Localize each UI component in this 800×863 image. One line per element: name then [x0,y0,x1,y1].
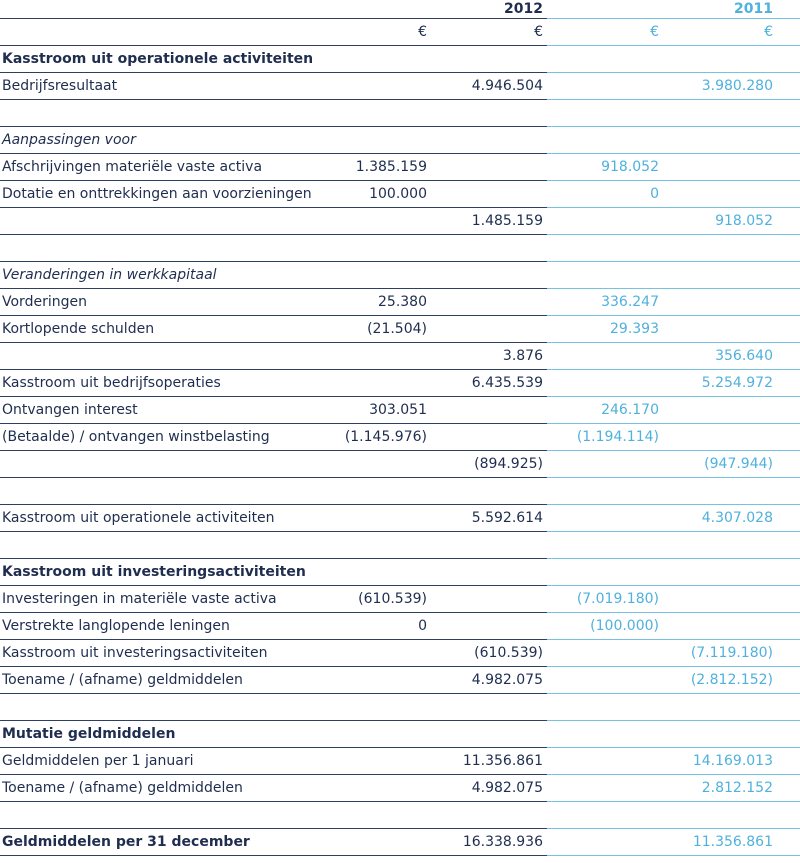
value-2012-detail: (1.145.976) [315,424,431,451]
value-2011-total [663,721,800,748]
table-row [0,181,800,208]
row-label [0,478,315,505]
table-row [0,451,800,478]
value-2012-total [431,559,547,586]
value-2011-total: 14.169.013 [663,748,800,775]
value-2011-detail [547,235,663,262]
value-2012-detail [315,370,431,397]
value-2012-detail: 1.385.159 [315,154,431,181]
value-2011-total [663,586,800,613]
value-2012-total [431,289,547,316]
value-2011-detail [547,802,663,829]
value-2011-total [663,802,800,829]
value-2011-detail [547,775,663,802]
year-previous: 2011 [663,0,800,19]
value-2012-detail [315,559,431,586]
table-row [0,343,800,370]
table-row [0,802,800,829]
value-2011-detail [547,127,663,154]
value-2011-detail [547,46,663,73]
value-2012-total: 16.338.936 [431,829,547,856]
value-2012-detail [315,775,431,802]
table-row [0,613,800,640]
value-2011-detail [547,343,663,370]
value-2011-detail: (100.000) [547,613,663,640]
value-2012-total: 4.982.075 [431,775,547,802]
value-2011-detail [547,262,663,289]
table-row [0,46,800,73]
table-row [0,640,800,667]
value-2012-detail [315,505,431,532]
row-label: Kasstroom uit bedrijfsoperaties [0,370,315,397]
value-2011-total [663,262,800,289]
value-2011-total [663,127,800,154]
currency-symbol: € [315,19,431,46]
row-label: Bedrijfsresultaat [0,73,315,100]
value-2011-detail: 29.393 [547,316,663,343]
value-2011-total: 2.812.152 [663,775,800,802]
value-2012-detail: 0 [315,613,431,640]
value-2011-total [663,289,800,316]
value-2012-detail: 25.380 [315,289,431,316]
row-label: Geldmiddelen per 31 december [0,829,315,856]
value-2011-total [663,46,800,73]
value-2011-total [663,424,800,451]
row-label: Geldmiddelen per 1 januari [0,748,315,775]
row-label: Verstrekte langlopende leningen [0,613,315,640]
value-2012-detail: 303.051 [315,397,431,424]
row-label: Investeringen in materiële vaste activa [0,586,315,613]
value-2012-total: 11.356.861 [431,748,547,775]
table-row [0,73,800,100]
value-2012-detail [315,748,431,775]
value-2011-total: 5.254.972 [663,370,800,397]
value-2011-total: 3.980.280 [663,73,800,100]
value-2012-detail [315,532,431,559]
row-label [0,100,315,127]
value-2011-total [663,397,800,424]
table-row [0,775,800,802]
value-2012-total [431,802,547,829]
value-2012-total [431,478,547,505]
value-2012-detail [315,802,431,829]
value-2012-detail [315,73,431,100]
table-row [0,397,800,424]
value-2012-total [431,532,547,559]
value-2012-total [431,613,547,640]
value-2012-detail [315,343,431,370]
table-row [0,586,800,613]
value-2012-total [431,46,547,73]
row-label: Mutatie geldmiddelen [0,721,315,748]
value-2011-detail [547,559,663,586]
table-row [0,505,800,532]
value-2012-total [431,397,547,424]
table-row [0,829,800,856]
value-2011-detail [547,667,663,694]
value-2012-detail [315,100,431,127]
row-label: Afschrijvingen materiële vaste activa [0,154,315,181]
value-2011-total [663,532,800,559]
value-2012-detail: 100.000 [315,181,431,208]
row-label: Kasstroom uit operationele activiteiten [0,505,315,532]
value-2012-total: 4.946.504 [431,73,547,100]
row-label: Veranderingen in werkkapitaal [0,262,315,289]
value-2012-total [431,100,547,127]
currency-symbol: € [663,19,800,46]
value-2011-total [663,100,800,127]
value-2012-total: 6.435.539 [431,370,547,397]
row-label [0,235,315,262]
value-2011-detail: (7.019.180) [547,586,663,613]
value-2011-detail [547,829,663,856]
value-2012-total [431,262,547,289]
value-2011-detail: 246.170 [547,397,663,424]
value-2011-detail: 918.052 [547,154,663,181]
table-row [0,478,800,505]
value-2012-detail [315,721,431,748]
value-2011-detail [547,505,663,532]
row-label: Kasstroom uit investeringsactiviteiten [0,559,315,586]
value-2011-detail [547,694,663,721]
value-2011-total [663,613,800,640]
value-2012-total [431,316,547,343]
table-row [0,235,800,262]
value-2011-total [663,181,800,208]
value-2011-detail: 336.247 [547,289,663,316]
value-2012-detail [315,667,431,694]
table-row [0,667,800,694]
value-2011-total: 356.640 [663,343,800,370]
row-label: Kasstroom uit operationele activiteiten [0,46,315,73]
value-2012-detail [315,235,431,262]
table-row [0,154,800,181]
value-2011-total: 918.052 [663,208,800,235]
value-2012-total [431,586,547,613]
value-2011-total [663,694,800,721]
value-2012-total: (894.925) [431,451,547,478]
value-2012-total: 1.485.159 [431,208,547,235]
value-2012-total [431,424,547,451]
currency-symbol: € [547,19,663,46]
value-2011-detail [547,370,663,397]
year-header-row [0,0,800,19]
value-2012-detail [315,208,431,235]
value-2011-total [663,559,800,586]
table-row [0,100,800,127]
table-row [0,262,800,289]
row-label [0,343,315,370]
value-2012-total [431,181,547,208]
table-row [0,559,800,586]
table-row [0,127,800,154]
value-2012-detail [315,127,431,154]
value-2012-detail: (21.504) [315,316,431,343]
table-row [0,289,800,316]
value-2011-detail [547,451,663,478]
row-label [0,208,315,235]
table-row [0,694,800,721]
value-2012-detail [315,640,431,667]
row-label: Vorderingen [0,289,315,316]
value-2012-total: 5.592.614 [431,505,547,532]
value-2012-detail [315,694,431,721]
value-2012-total [431,127,547,154]
row-label: Ontvangen interest [0,397,315,424]
row-label: Dotatie en onttrekkingen aan voorzieningen [0,181,315,208]
value-2012-total [431,694,547,721]
value-2011-detail: 0 [547,181,663,208]
value-2012-total [431,154,547,181]
row-label: (Betaalde) / ontvangen winstbelasting [0,424,315,451]
row-label [0,532,315,559]
value-2012-detail [315,451,431,478]
value-2012-detail [315,829,431,856]
value-2012-total: (610.539) [431,640,547,667]
row-label: Kasstroom uit investeringsactiviteiten [0,640,315,667]
value-2012-total [431,721,547,748]
value-2011-total [663,478,800,505]
table-row [0,316,800,343]
value-2011-total: (947.944) [663,451,800,478]
table-row [0,370,800,397]
row-label [0,451,315,478]
value-2011-total: (7.119.180) [663,640,800,667]
value-2011-detail [547,532,663,559]
value-2011-detail [547,478,663,505]
value-2011-total [663,154,800,181]
year-current: 2012 [431,0,547,19]
value-2012-total: 4.982.075 [431,667,547,694]
value-2011-total [663,235,800,262]
row-label: Aanpassingen voor [0,127,315,154]
value-2012-total: 3.876 [431,343,547,370]
table-row [0,748,800,775]
value-2012-detail: (610.539) [315,586,431,613]
value-2011-detail [547,640,663,667]
table-row [0,424,800,451]
value-2012-total [431,235,547,262]
value-2011-detail [547,748,663,775]
table-row [0,208,800,235]
value-2011-total: (2.812.152) [663,667,800,694]
value-2011-detail [547,208,663,235]
value-2011-detail [547,100,663,127]
row-label [0,694,315,721]
currency-symbol: € [431,19,547,46]
row-label: Toename / (afname) geldmiddelen [0,667,315,694]
table-row [0,532,800,559]
row-label: Toename / (afname) geldmiddelen [0,775,315,802]
currency-row [0,19,800,46]
value-2011-detail: (1.194.114) [547,424,663,451]
value-2012-detail [315,46,431,73]
value-2011-total: 4.307.028 [663,505,800,532]
value-2011-detail [547,73,663,100]
value-2011-total [663,316,800,343]
table-row [0,721,800,748]
row-label [0,802,315,829]
value-2011-detail [547,721,663,748]
value-2012-detail [315,262,431,289]
value-2012-detail [315,478,431,505]
row-label: Kortlopende schulden [0,316,315,343]
value-2011-total: 11.356.861 [663,829,800,856]
